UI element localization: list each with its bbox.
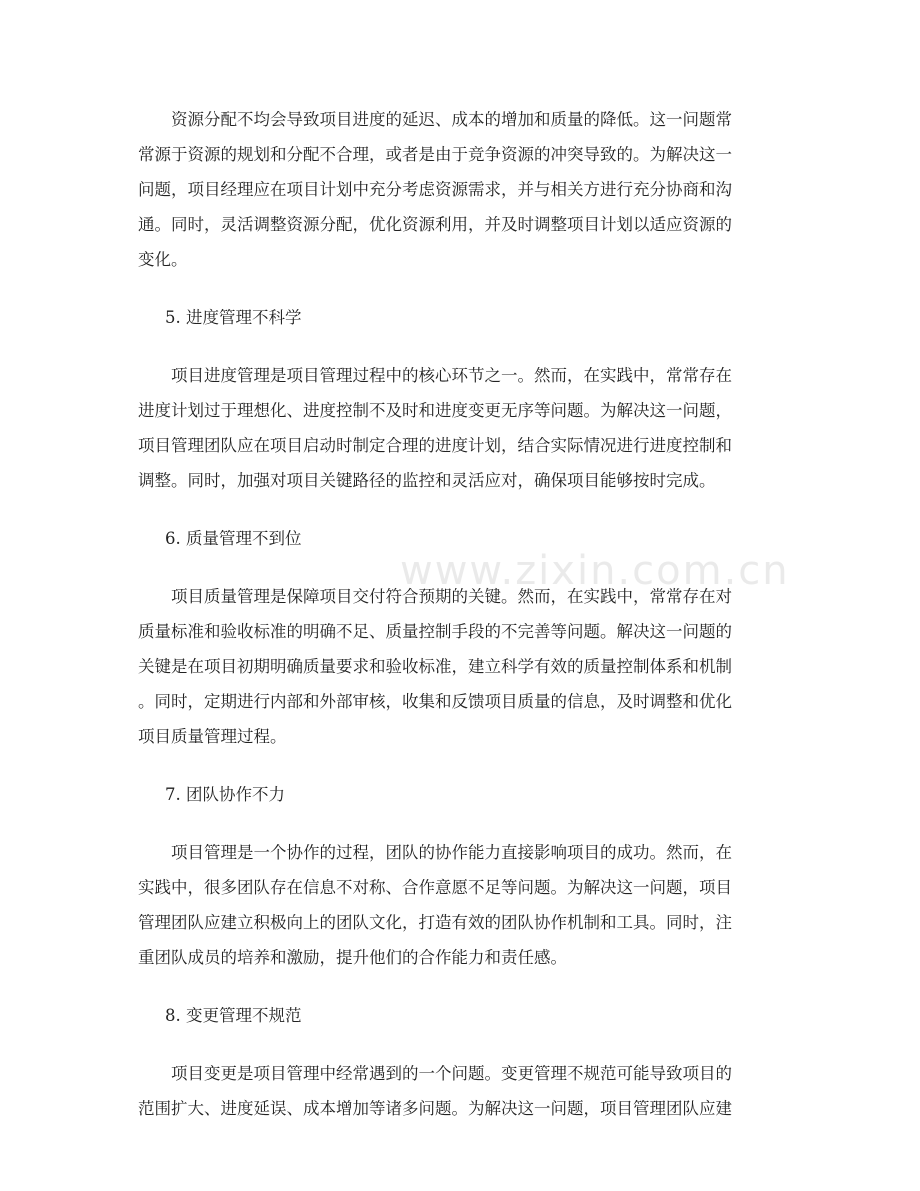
text-line: 项目管理是一个协作的过程，团队的协作能力直接影响项目的成功。然而，在 xyxy=(171,843,732,862)
text-line: 项目变更是项目管理中经常遇到的一个问题。变更管理不规范可能导致项目的 xyxy=(171,1064,732,1083)
text-line: 重团队成员的培养和激励，提升他们的合作能力和责任感。 xyxy=(138,948,567,967)
text-line: 变化。 xyxy=(138,250,188,269)
text-line: 项目管理团队应在项目启动时制定合理的进度计划，结合实际情况进行进度控制和 xyxy=(138,436,732,455)
text-line: 范围扩大、进度延误、成本增加等诸多问题。为解决这一问题，项目管理团队应建 xyxy=(138,1099,732,1118)
text-line: 调整。同时，加强对项目关键路径的监控和灵活应对，确保项目能够按时完成。 xyxy=(138,471,716,490)
section-heading-7: 7. 团队协作不力 xyxy=(165,785,285,804)
text-line: 常源于资源的规划和分配不合理，或者是由于竞争资源的冲突导致的。为解决这一 xyxy=(138,145,732,164)
section-heading-6: 6. 质量管理不到位 xyxy=(165,529,302,548)
section-5-paragraph xyxy=(138,358,788,498)
text-line: 进度计划过于理想化、进度控制不及时和进度变更无序等问题。为解决这一问题， xyxy=(138,401,732,420)
text-line: 资源分配不均会导致项目进度的延迟、成本的增加和质量的降低。这一问题常 xyxy=(171,110,732,129)
section-heading-5: 5. 进度管理不科学 xyxy=(165,308,302,327)
text-line: 管理团队应建立积极向上的团队文化，打造有效的团队协作机制和工具。同时，注 xyxy=(138,913,732,932)
text-line: 质量标准和验收标准的明确不足、质量控制手段的不完善等问题。解决这一问题的 xyxy=(138,622,732,641)
watermark: www.zixin.com.cn xyxy=(400,548,790,594)
text-line: 通。同时，灵活调整资源分配，优化资源利用，并及时调整项目计划以适应资源的 xyxy=(138,215,732,234)
text-line: 。同时，定期进行内部和外部审核，收集和反馈项目质量的信息，及时调整和优化 xyxy=(138,692,732,711)
text-line: 项目质量管理是保障项目交付符合预期的关键。然而，在实践中，常常存在对 xyxy=(171,587,732,606)
document-body xyxy=(138,102,788,1149)
text-line: 关键是在项目初期明确质量要求和验收标准，建立科学有效的质量控制体系和机制 xyxy=(138,657,732,676)
text-line: 实践中，很多团队存在信息不对称、合作意愿不足等问题。为解决这一问题，项目 xyxy=(138,878,732,897)
text-line: 问题，项目经理应在项目计划中充分考虑资源需求，并与相关方进行充分协商和沟 xyxy=(138,180,732,199)
section-heading-8: 8. 变更管理不规范 xyxy=(165,1006,302,1025)
section-6-paragraph xyxy=(138,579,788,754)
text-line: 项目进度管理是项目管理过程中的核心环节之一。然而，在实践中，常常存在 xyxy=(171,366,732,385)
text-line: 项目质量管理过程。 xyxy=(138,727,287,746)
section-8-paragraph xyxy=(138,1056,788,1126)
section-7-paragraph xyxy=(138,835,788,975)
intro-paragraph xyxy=(138,102,788,277)
